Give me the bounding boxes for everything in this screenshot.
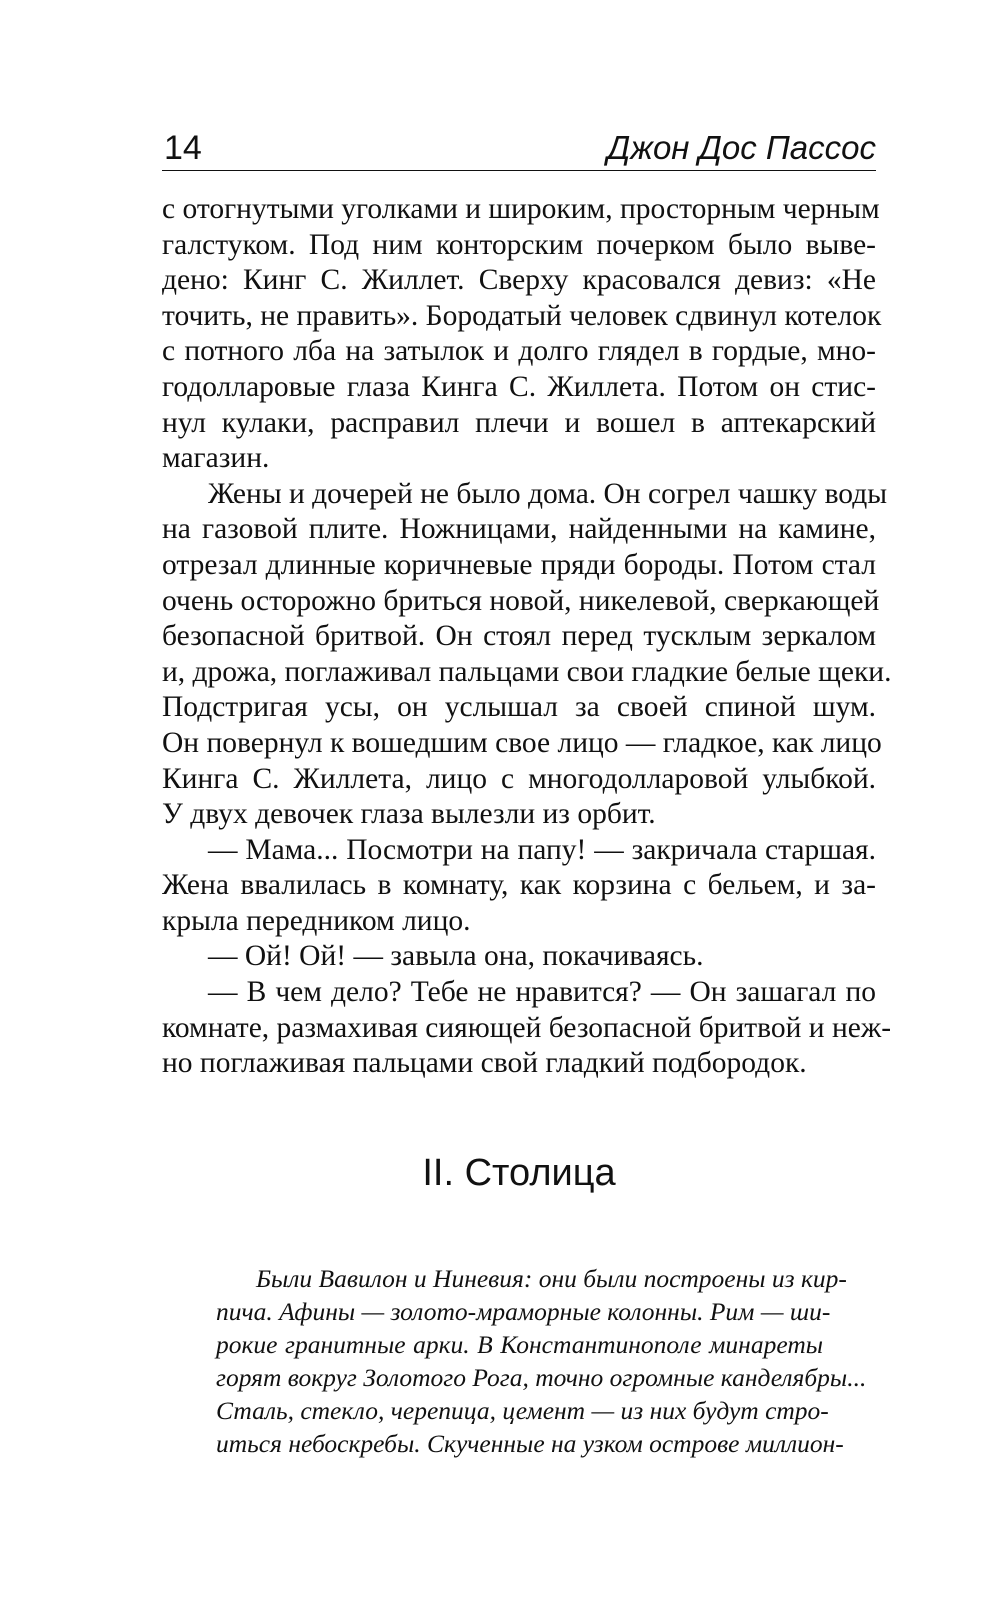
body-text [162,192,892,1082]
text-line: точить, не править». Бородатый человек сдвинул котелок [162,299,882,332]
text-line: крыла передником лицо. [162,904,471,937]
epigraph [216,1262,867,1460]
chapter-title: II. Столица [422,1152,616,1194]
text-line: безопасной бритвой. Он стоял перед тусклым зеркалом [162,620,876,653]
text-line: галстуком. Под ним конторским почерком было выве- [162,228,876,261]
epigraph-line: Были Вавилон и Ниневия: они были построены из кир- [256,1264,847,1293]
epigraph-line: пича. Афины — золото-мраморные колонны. Рим — ши- [216,1297,831,1326]
text-line: — В чем дело? Тебе не нравится? — Он зашагал по [208,976,876,1009]
text-line: и, дрожа, поглаживал пальцами свои гладкие белые щеки. [162,655,892,688]
text-line: очень осторожно бриться новой, никелевой, сверкающей [162,584,880,617]
text-line: нул кулаки, расправил плечи и вошел в аптекарский [162,406,876,439]
text-line: Подстригая усы, он услышал за своей спиной шум. [162,691,876,724]
text-line: — Мама... Посмотри на папу! — закричала старшая. [208,833,876,866]
text-line: комнате, размахивая сияющей безопасной бритвой и неж- [162,1011,892,1044]
running-title: Джон Дос Пассос [607,129,876,166]
text-line: — Ой! Ой! — завыла она, покачиваясь. [208,940,704,973]
text-line: магазин. [162,442,270,475]
page-number: 14 [164,129,202,167]
text-line: с потного лба на затылок и долго глядел в гордые, мно- [162,335,876,368]
text-line: У двух девочек глаза вылезли из орбит. [162,798,656,831]
epigraph-line: иться небоскребы. Скученные на узком острове миллион- [216,1429,844,1458]
text-line: годолларовые глаза Кинга С. Жиллета. Потом он стис- [162,370,876,403]
text-line: на газовой плите. Ножницами, найденными на камине, [162,513,876,546]
text-line: Кинга С. Жиллета, лицо с многодолларовой улыбкой. [162,762,876,795]
text-line: Жены и дочерей не было дома. Он согрел чашку воды [208,477,888,510]
epigraph-line: Сталь, стекло, черепица, цемент — из них будут стро- [216,1396,829,1425]
text-line: отрезал длинные коричневые пряди бороды. Потом стал [162,548,876,581]
epigraph-line: горят вокруг Золотого Рога, точно огромные канделябры... [216,1363,867,1392]
epigraph-line: рокие гранитные арки. В Константинополе минареты [216,1330,823,1359]
text-line: но поглаживая пальцами свой гладкий подбородок. [162,1047,807,1080]
text-line: с отогнутыми уголками и широким, просторным черным [162,193,880,225]
page-header [162,120,876,171]
text-line: Он повернул к вошедшим свое лицо — гладкое, как лицо [162,726,882,759]
text-line: дено: Кинг С. Жиллет. Сверху красовался девиз: «Не [162,264,876,297]
text-line: Жена ввалилась в комнату, как корзина с бельем, и за- [162,869,876,902]
